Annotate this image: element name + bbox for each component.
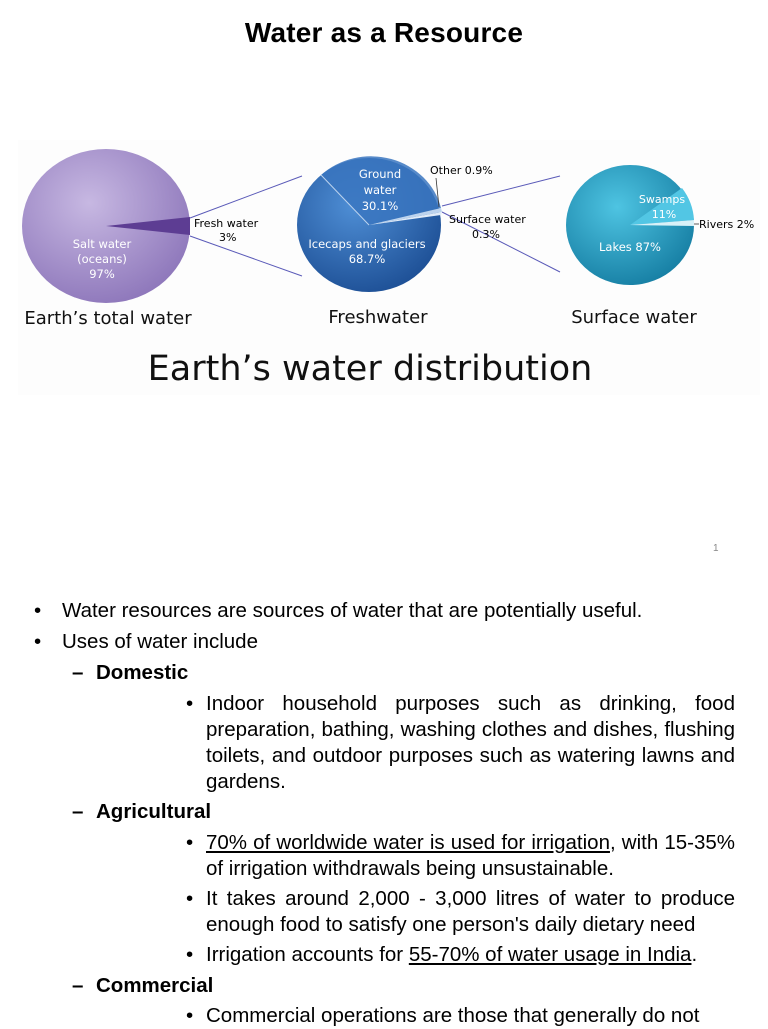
bullet-text: Water resources are sources of water that are potentially useful. <box>62 599 643 622</box>
dash-marker: – <box>72 661 84 684</box>
bullet-marker: • <box>186 943 194 966</box>
bullet-item <box>186 691 735 795</box>
sub-heading-text: Commercial <box>96 974 214 997</box>
sub-heading-domestic <box>72 660 189 686</box>
bullet-item <box>186 1003 735 1029</box>
bullet-text: Commercial operations are those that generally do not <box>206 1004 700 1027</box>
bullet-marker: • <box>186 692 194 715</box>
bullet-item <box>186 830 735 882</box>
slice-label: 97% <box>89 267 115 281</box>
pie-title: Surface water <box>571 307 697 328</box>
slice-label: 11% <box>651 208 677 221</box>
bullet-item <box>34 629 742 655</box>
dash-marker: – <box>72 974 84 997</box>
irrigation-link[interactable]: 70% of worldwide water is used for irrigation <box>206 831 610 854</box>
water-distribution-figure <box>18 140 760 395</box>
sub-heading-commercial <box>72 973 214 999</box>
slice-label: Lakes 87% <box>599 240 661 254</box>
bullet-text: Irrigation accounts for <box>206 943 409 966</box>
pie-surface-water <box>566 165 694 285</box>
bullet-marker: • <box>186 887 194 910</box>
slice-label: 3% <box>219 231 237 244</box>
dash-marker: – <box>72 800 84 823</box>
sub-heading-text: Agricultural <box>96 800 212 823</box>
bullet-item <box>34 598 742 624</box>
bullet-item <box>186 886 735 938</box>
bullet-text: . <box>691 943 698 966</box>
sub-heading-agricultural <box>72 799 212 825</box>
bullet-text: Indoor household purposes such as drinking, food preparation, bathing, washing clothes and dishes, flushing toilets, and outdoor purposes such as watering lawns and gardens. <box>206 692 735 793</box>
bullet-text: , with 15-35% of irrigation withdrawals being unsustainable. <box>206 831 735 880</box>
slice-label: Fresh water <box>194 217 259 230</box>
bullet-marker: • <box>186 1004 194 1027</box>
slice-label: 0.3% <box>472 228 500 241</box>
page-number: 1 <box>713 543 719 554</box>
slice-label: water <box>363 183 397 197</box>
slice-label: Rivers 2% <box>699 218 755 231</box>
slice-label: Other 0.9% <box>430 164 493 177</box>
bullet-marker: • <box>34 599 42 622</box>
bullet-text: It takes around 2,000 - 3,000 litres of water to produce enough food to satisfy one person's daily dietary need <box>206 887 735 936</box>
connector-line <box>190 236 302 276</box>
bullet-marker: • <box>186 831 194 854</box>
slice-label: Salt water <box>72 237 132 251</box>
pie-title: Freshwater <box>328 307 428 328</box>
slice-label: Ground <box>358 167 402 181</box>
slice-label: Surface water <box>449 213 526 226</box>
slice-label: 30.1% <box>361 199 399 213</box>
bullet-text: Uses of water include <box>62 630 258 653</box>
slice-label: Icecaps and glaciers <box>308 237 426 251</box>
bullet-item <box>186 942 735 968</box>
sub-heading-text: Domestic <box>96 661 189 684</box>
water-distribution-diagram <box>18 140 760 395</box>
figure-caption: Earth’s water distribution <box>147 349 593 389</box>
pie-title: Earth’s total water <box>24 308 192 329</box>
slice-label: Swamps <box>638 193 686 206</box>
slice-label: (oceans) <box>77 252 127 266</box>
connector-line <box>442 176 560 206</box>
slice-label: 68.7% <box>348 252 386 266</box>
india-water-usage-link[interactable]: 55-70% of water usage in India <box>408 943 692 966</box>
slide-title: Water as a Resource <box>244 17 524 48</box>
bullet-marker: • <box>34 630 42 653</box>
connector-line <box>190 176 302 218</box>
